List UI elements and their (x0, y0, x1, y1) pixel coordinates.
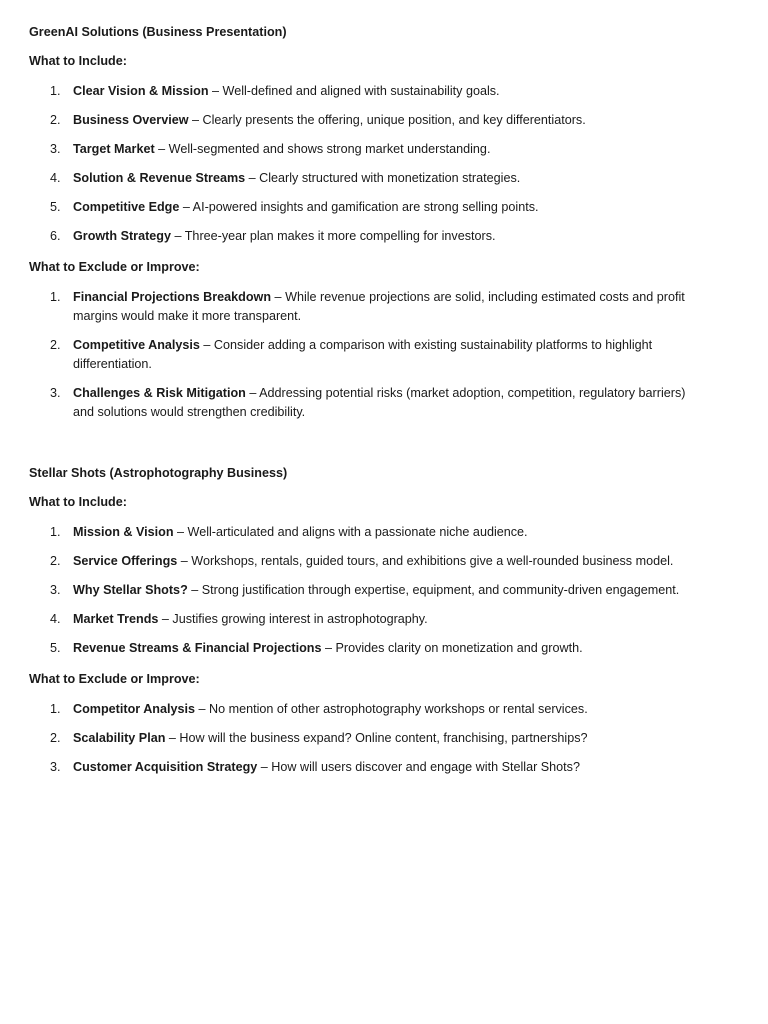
item-text: – Addressing potential risks (market adoption, competition, regulatory barriers) and solutions would strengthen credibility. (73, 386, 686, 419)
item-number: 2. (50, 113, 61, 127)
item-number: 1. (50, 702, 61, 716)
item-number: 2. (50, 554, 61, 568)
item-number: 4. (50, 612, 61, 626)
item-number: 1. (50, 84, 61, 98)
list-item (29, 227, 709, 246)
item-number: 3. (50, 386, 61, 400)
list-item (29, 169, 709, 188)
item-text: – No mention of other astrophotography workshops or rental services. (195, 702, 588, 716)
include-list (29, 523, 709, 658)
list-item (29, 384, 709, 422)
section-title: GreenAI Solutions (Business Presentation) (29, 25, 287, 39)
item-text: – How will users discover and engage with Stellar Shots? (257, 760, 580, 774)
list-item (29, 758, 709, 777)
item-text: – Clearly presents the offering, unique position, and key differentiators. (188, 113, 586, 127)
item-term: Why Stellar Shots? (73, 583, 188, 597)
item-term: Revenue Streams & Financial Projections (73, 641, 322, 655)
item-term: Challenges & Risk Mitigation (73, 386, 246, 400)
list-item (29, 111, 709, 130)
list-item (29, 639, 709, 658)
item-number: 3. (50, 583, 61, 597)
item-number: 6. (50, 229, 61, 243)
item-text: – AI-powered insights and gamification are strong selling points. (179, 200, 539, 214)
item-term: Mission & Vision (73, 525, 174, 539)
exclude-list (29, 700, 709, 777)
include-list (29, 82, 709, 246)
item-text: – Justifies growing interest in astrophotography. (158, 612, 428, 626)
document-body (29, 24, 709, 790)
item-term: Solution & Revenue Streams (73, 171, 246, 185)
item-number: 1. (50, 525, 61, 539)
item-text: – Three-year plan makes it more compelling for investors. (170, 229, 496, 243)
exclude-heading: What to Exclude or Improve: (29, 672, 200, 686)
item-term: Scalability Plan (73, 731, 166, 745)
item-number: 3. (50, 760, 61, 774)
item-text: – Consider adding a comparison with existing sustainability platforms to highlight differentiation. (73, 338, 653, 371)
item-term: Customer Acquisition Strategy (73, 760, 258, 774)
item-term: Competitive Analysis (73, 338, 200, 352)
item-number: 3. (50, 142, 61, 156)
section-title: Stellar Shots (Astrophotography Business) (29, 466, 288, 480)
list-item (29, 523, 709, 542)
list-item (29, 336, 709, 374)
list-item (29, 198, 709, 217)
item-text: – Strong justification through expertise, equipment, and community-driven engagement. (187, 583, 680, 597)
exclude-list (29, 288, 709, 422)
item-term: Growth Strategy (73, 229, 171, 243)
include-heading: What to Include: (29, 54, 127, 68)
list-item (29, 700, 709, 719)
item-text: – How will the business expand? Online content, franchising, partnerships? (165, 731, 588, 745)
list-item (29, 140, 709, 159)
section-greenai (29, 24, 709, 422)
list-item (29, 729, 709, 748)
item-term: Market Trends (73, 612, 159, 626)
item-term: Business Overview (73, 113, 189, 127)
item-term: Competitor Analysis (73, 702, 195, 716)
item-term: Clear Vision & Mission (73, 84, 209, 98)
item-text: – Well-defined and aligned with sustainability goals. (208, 84, 500, 98)
item-text: – Clearly structured with monetization strategies. (245, 171, 521, 185)
item-term: Competitive Edge (73, 200, 180, 214)
item-number: 5. (50, 200, 61, 214)
section-stellar-shots (29, 465, 709, 777)
list-item (29, 288, 709, 326)
item-text: – Well-articulated and aligns with a passionate niche audience. (173, 525, 528, 539)
item-text: – Workshops, rentals, guided tours, and exhibitions give a well-rounded business model. (177, 554, 674, 568)
item-text: – Well-segmented and shows strong market understanding. (154, 142, 491, 156)
list-item (29, 82, 709, 101)
item-number: 1. (50, 290, 61, 304)
item-number: 2. (50, 731, 61, 745)
item-number: 5. (50, 641, 61, 655)
item-term: Financial Projections Breakdown (73, 290, 272, 304)
exclude-heading: What to Exclude or Improve: (29, 260, 200, 274)
item-term: Service Offerings (73, 554, 178, 568)
list-item (29, 552, 709, 571)
list-item (29, 610, 709, 629)
item-number: 2. (50, 338, 61, 352)
item-text: – While revenue projections are solid, including estimated costs and profit margins would make it more transparent. (73, 290, 685, 323)
item-text: – Provides clarity on monetization and growth. (321, 641, 583, 655)
item-number: 4. (50, 171, 61, 185)
section-spacer (29, 435, 709, 465)
list-item (29, 581, 709, 600)
item-term: Target Market (73, 142, 155, 156)
include-heading: What to Include: (29, 495, 127, 509)
